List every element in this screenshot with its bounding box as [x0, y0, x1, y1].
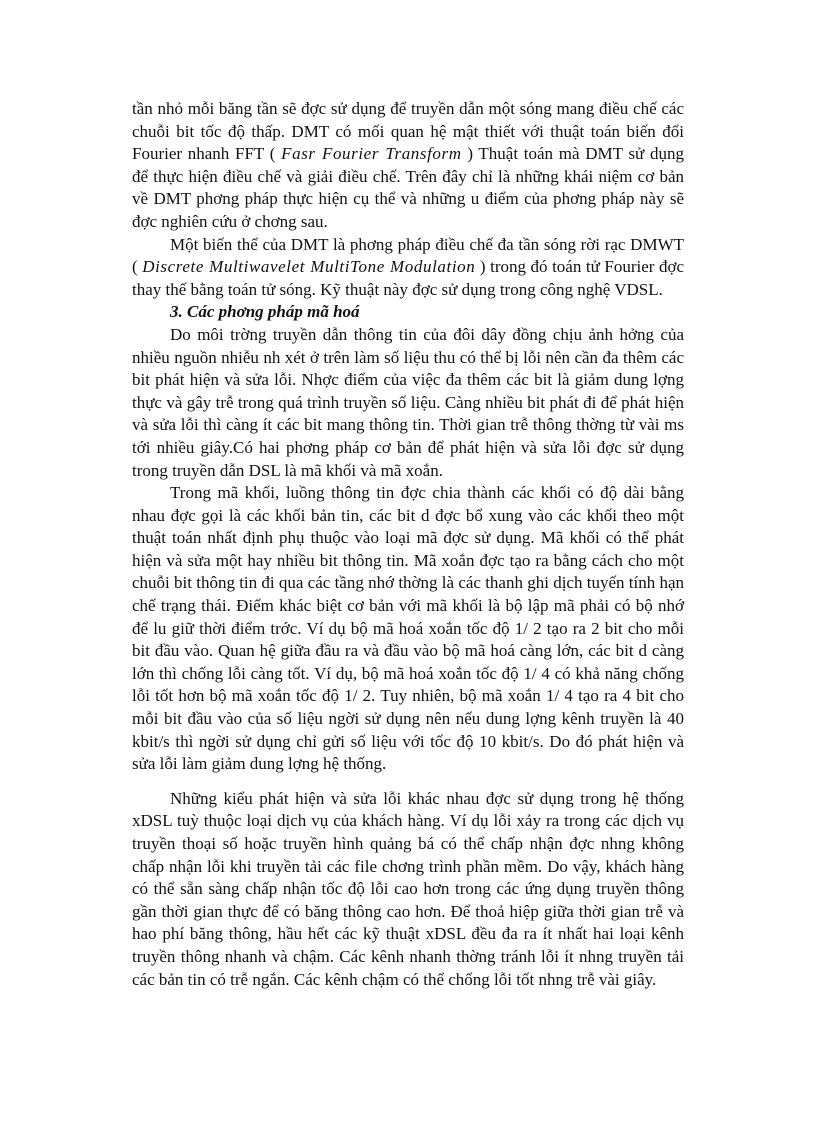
document-page [132, 98, 684, 991]
dmwt-term: Discrete Multiwavelet MultiTone Modulation [142, 257, 476, 277]
section-heading: 3. Các phơng pháp mã hoá [170, 302, 360, 322]
paragraph-dmwt [132, 234, 684, 302]
paragraph-dmwt-tail: ) trong đó toán tử Fourier đợc thay thế bằng toán tử sóng. Kỹ thuật này đợc sử dụng trong công nghệ VDSL. [132, 257, 684, 299]
fft-term: Fasr Fourier Transform [281, 144, 462, 164]
paragraph-xdsl-channels: Những kiểu phát hiện và sửa lỗi khác nhau đợc sử dụng trong hệ thống xDSL tuỳ thuộc loại dịch vụ của khách hàng. Ví dụ lỗi xảy ra trong các dịch vụ truyền thoại số hoặc truyền hình quảng bá có thể chấp nhận đợc nhng không chấp nhận lỗi khi truyền tải các file chơng trình phần mềm. Do vậy, khách hàng có thể sẵn sàng chấp nhận tốc độ lỗi cao hơn trong các ứng dụng truyền thông gần thời gian thực để có băng thông cao hơn. Để thoả hiệp giữa thời gian trễ và hao phí băng thông, hầu hết các kỹ thuật xDSL đều đa ra ít nhất hai loại kênh truyền thông nhanh và chậm. Các kênh nhanh thờng tránh lỗi ít nhng truyền tải các bản tin có trễ ngắn. Các kênh chậm có thể chống lỗi tốt nhng trễ vài giây. [132, 788, 684, 989]
paragraph-dmt-fft-text: tần nhỏ mỗi băng tần sẽ đợc sử dụng để truyền dẫn một sóng mang điều chế các chuỗi bit tốc độ thấp. DMT có mối quan hệ mật thiết với thuật toán biến đổi Fourier nhanh FFT ( [132, 99, 684, 164]
paragraph-error-correction: Do môi trờng truyền dẫn thông tin của đôi dây đồng chịu ảnh hởng của nhiều nguồn nhiễu nh xét ở trên làm số liệu thu có thể bị lỗi nên cần đa thêm các bit phát hiện và sửa lỗi. Nhợc điểm của việc đa thêm các bit là giảm dung lợng thực và gây trễ trong quá trình truyền số liệu. Càng nhiều bit phát đi để phát hiện và sửa lỗi thì càng ít các bit mang thông tin. Thời gian trễ thông thờng từ vài ms tới nhiều giây.Có hai phơng pháp cơ bản để phát hiện và sửa lỗi đợc sử dụng trong truyền dẫn DSL là mã khối và mã xoắn. [132, 324, 684, 480]
paragraph-dmt-fft-tail: ) Thuật toán mà DMT sử dụng để thực hiện điều chế và giải điều chế. Trên đây chỉ là những khái niệm cơ bản về DMT phơng pháp thực hiện cụ thể và những u điểm của phơng pháp này sẽ đợc nghiên cứu ở chơng sau. [132, 144, 684, 231]
paragraph-dmt-fft [132, 98, 684, 234]
paragraph-dmwt-text: Một biến thể của DMT là phơng pháp điều chế đa tần sóng rời rạc DMWT ( [132, 234, 684, 277]
paragraph-block-convolutional-codes: Trong mã khối, luồng thông tin đợc chia thành các khối có độ dài bằng nhau đợc gọi là các khối bản tin, các bit d đợc bổ xung vào các khối theo một thuật toán nhất định phụ thuộc vào loại mã đợc sử dụng. Mã khối có thể phát hiện và sửa một hay nhiều bit thông tin. Mã xoắn đợc tạo ra bằng cách cho một chuỗi bit thông tin đi qua các tầng nhớ thờng là các thanh ghi dịch tuyến tính hạn chế trạng thái. Điểm khác biệt cơ bản với mã khối là bộ lập mã phải có bộ nhớ để lu giữ thời điểm trớc. Ví dụ bộ mã hoá xoắn tốc độ 1/ 2 tạo ra 2 bit cho mỗi bit đầu vào. Quan hệ giữa đầu ra và đầu vào bộ mã hoá càng lớn, các bit d càng lớn thì chống lỗi càng tốt. Ví dụ, bộ mã hoá xoắn tốc độ 1/ 4 có khả năng chống lỗi tốt hơn bộ mã xoắn tốc độ 1/ 2. Tuy nhiên, bộ mã xoắn 1/ 4 tạo ra 4 bit cho mỗi bit đầu vào của số liệu ngời sử dụng nên nếu dung lợng kênh truyền là 40 kbit/s thì ngời sử dụng chỉ gửi số liệu với tốc độ 10 kbit/s. Do đó phát hiện và sửa lỗi làm giảm dung lợng hệ thống. [132, 483, 684, 774]
